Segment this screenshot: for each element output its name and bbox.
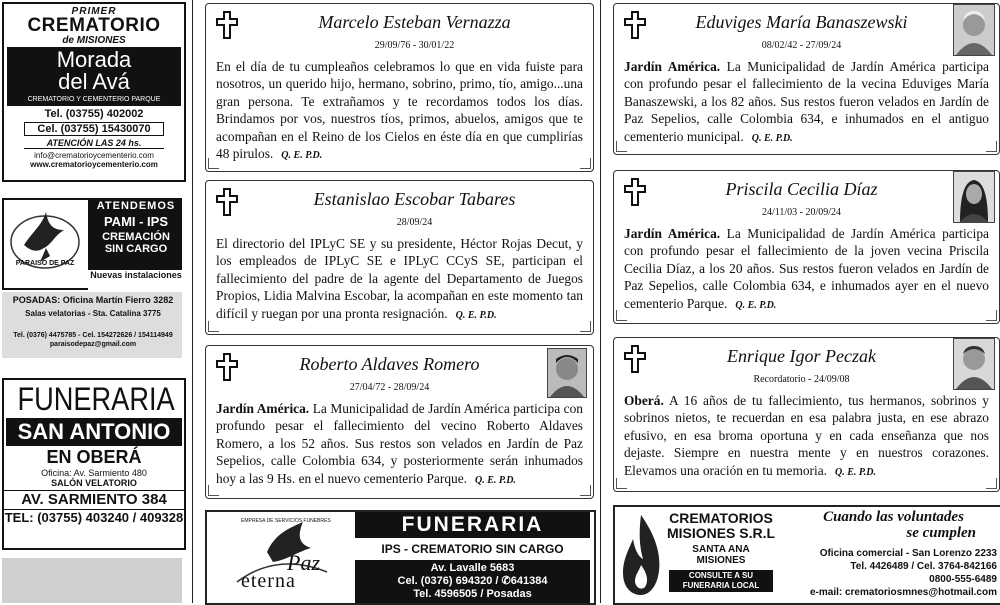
ad-morada-logo-block: [7, 47, 181, 106]
obituary-text: [216, 400, 583, 489]
paz-eterna-contact-block: [355, 560, 590, 603]
obituary-card: [205, 180, 594, 335]
obituary-card: [205, 345, 594, 499]
paz-eterna-logo-1: Paz: [287, 550, 320, 575]
ad-morada-cel: Cel. (03755) 15430070: [24, 122, 164, 136]
paz-eterna-funeraria: FUNERARIA: [355, 512, 590, 538]
obituary-qepd: Q. E. P.D.: [281, 150, 323, 162]
crem-city-2: MISIONES: [696, 555, 746, 566]
obituary-dates: Recordatorio - 24/09/08: [753, 374, 850, 385]
san-antonio-tel: TEL: (03755) 403240 / 409328: [4, 510, 184, 525]
ad-paraiso-de-paz: [2, 196, 182, 360]
ad-morada-web: www.crematorioycementerio.com: [30, 160, 158, 169]
obituary-card: [613, 337, 1000, 492]
ad-crematorios-misiones: [613, 505, 1000, 605]
ad-crematorio: CREMATORIO: [27, 15, 161, 36]
crem-phone: 0800-555-6489: [929, 574, 997, 585]
obituary-qepd: Q. E. P.D.: [835, 466, 876, 478]
paz-eterna-logo-2: eterna: [241, 570, 296, 592]
obituary-lead: Jardín América.: [216, 401, 310, 416]
san-antonio-funeraria: FUNERARIA: [17, 381, 175, 417]
crem-slogan: [791, 509, 996, 541]
paz-eterna-whatsapp: 641384: [510, 575, 548, 587]
obituary-qepd: Q. E. P.D.: [735, 299, 777, 311]
crem-name-block: [655, 511, 787, 592]
obituary-name: Eduviges María Banaszewski: [695, 12, 908, 32]
paraiso-pami: PAMI - IPS: [103, 214, 169, 229]
paz-eterna-logo: [207, 512, 355, 599]
san-antonio-oficina: Oficina: Av. Sarmiento 480: [41, 468, 147, 478]
cross-icon: [216, 188, 238, 216]
crem-slogan-2: se cumplen: [906, 525, 976, 541]
obituary-card: [205, 3, 594, 172]
obituary-body: La Municipalidad de Jardín América participa con profundo pesar el fallecimiento de la joven vecina Priscila Cecilia Díaz, a los 20 años. Sus restos fueron velados en Jardín de Paz Sepelios, calle Colombia 634, e inhumados ayer en el nuevo cementerio Parque.: [624, 226, 989, 311]
obituary-body: El directorio del IPLyC SE y su presidente, Héctor Rojas Decut, y los empleados de IPLyC SE e IPLyC CCyS SE, participan el fallecimiento del padre de la agente del Departamento de Juegos Propios, Lidia Malvina Escobar, la acompañan en este momento tan difícil y ruegan por una pronta resignación.: [216, 236, 583, 321]
obituary-qepd: Q. E. P.D.: [751, 132, 793, 144]
whatsapp-icon: ✆: [501, 575, 511, 587]
paraiso-sin-cargo: SIN CARGO: [104, 243, 168, 255]
obituary-body: A 16 años de tu fallecimiento, tus hermanos, sobrinos y sobrinos nietos, te recuerdan en esa palabra justa, en ese abrazo efusivo, en esa broma oportuna y en cada enseñanza que nos dejaste. Siempre en nuestra mente y en nuestros corazones. Elevamos una oración en tu memoria.: [624, 393, 989, 478]
obituary-text: [624, 58, 989, 147]
paz-eterna-info: [355, 512, 590, 599]
ad-morada-name-1: Morada: [56, 47, 132, 72]
obituary-text: [216, 235, 583, 324]
empty-ad-space: [2, 558, 182, 603]
paraiso-address-block: [2, 292, 182, 358]
ad-morada-attention: ATENCIÓN LAS 24 hs.: [24, 138, 164, 149]
paraiso-cremacion: CREMACIÓN: [102, 231, 170, 243]
ad-morada-name-2: del Avá: [58, 69, 130, 94]
paraiso-salas: Salas velatorias - Sta. Catalina 3775: [25, 309, 161, 318]
paraiso-posadas-label: POSADAS:: [12, 295, 61, 305]
crem-contact: [779, 547, 997, 599]
paraiso-posadas: [2, 295, 182, 305]
obituary-lead: Jardín América.: [624, 226, 721, 241]
portrait-icon: [548, 349, 586, 397]
column-divider: [600, 0, 601, 603]
cross-icon: [216, 353, 238, 381]
ad-paz-eterna: [205, 510, 596, 605]
obituary-lead: Jardín América.: [624, 59, 721, 74]
portrait-icon: [954, 172, 994, 222]
obituary-dates: 28/09/24: [396, 217, 433, 228]
ad-morada-subtitle: CREMATORIO Y CEMENTERIO PARQUE: [27, 96, 161, 103]
cross-icon: [624, 345, 646, 373]
obituary-dates: 08/02/42 - 27/09/24: [761, 40, 842, 51]
san-antonio-address: AV. SARMIENTO 384: [4, 490, 184, 508]
paz-eterna-tel: Tel. 4596505 / Posadas: [413, 588, 532, 600]
obituary-name: Priscila Cecilia Díaz: [725, 179, 878, 199]
obituary-name: Estanislao Escobar Tabares: [313, 189, 516, 209]
obituary-text: [216, 58, 583, 164]
cross-icon: [624, 178, 646, 206]
crem-consulte-1: CONSULTE A SU: [688, 571, 754, 580]
obituary-body: La Municipalidad de Jardín América participa con profundo pesar el fallecimiento del vecino Roberto Aldaves Romero, a los 52 años. Sus restos son velados en Jardín de Paz Sepelios, calle Colombia 634, y posteriormente serán inhumados hoy a las 9 Hs. en el nuevo cementerio Parque.: [216, 401, 584, 486]
obituary-name: Marcelo Esteban Vernazza: [318, 12, 511, 32]
obituary-name: Roberto Aldaves Romero: [299, 354, 480, 374]
obituary-text: [624, 225, 989, 314]
obituary-text: [624, 392, 989, 481]
san-antonio-salon: SALÓN VELATORIO: [51, 478, 137, 488]
paz-eterna-address: Av. Lavalle 5683: [430, 562, 515, 574]
crem-consulte-box: [669, 570, 773, 592]
paraiso-nuevas: Nuevas instalaciones: [90, 270, 182, 280]
ad-morada-email: info@crematorioycementerio.com: [34, 151, 154, 160]
san-antonio-city: EN OBERÁ: [46, 447, 142, 467]
obituary-body: En el día de tu cumpleaños celebramos lo que en vida fuiste para nosotros, un querido hijo, hermano, sobrino, primo, tío, amigo...una gran persona. Te extrañamos y te recordamos todos los días. Brindamos por vos, nuestros tíos, primos, abuelos, amigos que te acompañan en el Reino de los Cielos en éste día en que cumplirías 48 pirulos.: [216, 59, 583, 162]
paz-eterna-cel: Cel. (0376) 694320 /: [397, 575, 502, 587]
dove-logo-icon: [4, 200, 86, 288]
obituary-name: Enrique Igor Peczak: [727, 346, 876, 366]
obituary-card: [613, 170, 1000, 324]
obituary-qepd: Q. E. P.D.: [455, 309, 497, 321]
ad-morada-tel: Tel. (03755) 402002: [44, 108, 144, 120]
obituary-dates: 27/04/72 - 28/09/24: [349, 382, 430, 393]
paz-eterna-arc-text: EMPRESA DE SERVICIOS FUNEBRES: [241, 518, 331, 524]
portrait-icon: [954, 5, 994, 55]
paz-eterna-cel-line: [355, 575, 590, 588]
paraiso-logo-text: PARAISO DE PAZ: [15, 260, 75, 267]
crem-consulte-2: FUNERARIA LOCAL: [682, 581, 760, 590]
ad-funeraria-san-antonio: [2, 378, 186, 550]
portrait-icon: [954, 339, 994, 389]
crem-email: e-mail: crematoriosmnes@hotmail.com: [809, 587, 997, 598]
obituary-dates: 29/09/76 - 30/01/22: [374, 40, 455, 51]
obituary-photo: [953, 4, 995, 56]
paz-eterna-ips: IPS - CREMATORIO SIN CARGO: [381, 542, 564, 556]
crem-office-address: San Lorenzo 2233: [911, 548, 997, 559]
cross-icon: [216, 11, 238, 39]
paraiso-services-block: [88, 198, 182, 270]
obituary-dates: 24/11/03 - 20/09/24: [761, 207, 842, 218]
obituary-body: La Municipalidad de Jardín América participa con profundo pesar el fallecimiento de la vecina Eduviges María Banaszewski, a los 82 años. Sus restos fueron velados en Jardín de Paz Sepelios, calle Colombia 634, e inhumados en el antiguo cementerio municipal.: [624, 59, 989, 144]
crem-office-label: Oficina comercial -: [819, 548, 912, 559]
paraiso-posadas-office: Oficina Martín Fierro 3282: [62, 295, 174, 305]
paraiso-logo: [2, 198, 88, 290]
obituary-qepd: Q. E. P.D.: [475, 474, 516, 486]
crem-city-1: SANTA ANA: [692, 544, 750, 555]
column-divider: [192, 0, 193, 603]
crem-line-2: MISIONES S.R.L: [666, 525, 776, 541]
crem-tel: Tel. 4426489 / Cel. 3764-842166: [850, 561, 997, 572]
crem-slogan-1: Cuando las voluntades: [823, 509, 964, 525]
cross-icon: [624, 11, 646, 39]
paraiso-atendemos: ATENDEMOS: [96, 200, 176, 212]
obituary-card: [613, 3, 1000, 155]
obituary-photo: [953, 338, 995, 390]
obituary-photo: [547, 348, 587, 398]
obituary-photo: [953, 171, 995, 223]
paraiso-email: paraisodepaz@gmail.com: [49, 341, 137, 348]
crem-line-1: CREMATORIOS: [669, 510, 773, 526]
obituary-lead: Oberá.: [624, 393, 664, 408]
ad-morada-del-ava: [2, 2, 186, 182]
crem-office-line: [779, 547, 997, 560]
san-antonio-name: SAN ANTONIO: [6, 418, 182, 446]
ad-de-misiones: de MISIONES: [62, 35, 126, 46]
ad-primer: PRIMER: [71, 6, 117, 17]
paraiso-tels: Tel. (0376) 4475785 - Cel. 154272626 / 154114949: [13, 332, 173, 339]
